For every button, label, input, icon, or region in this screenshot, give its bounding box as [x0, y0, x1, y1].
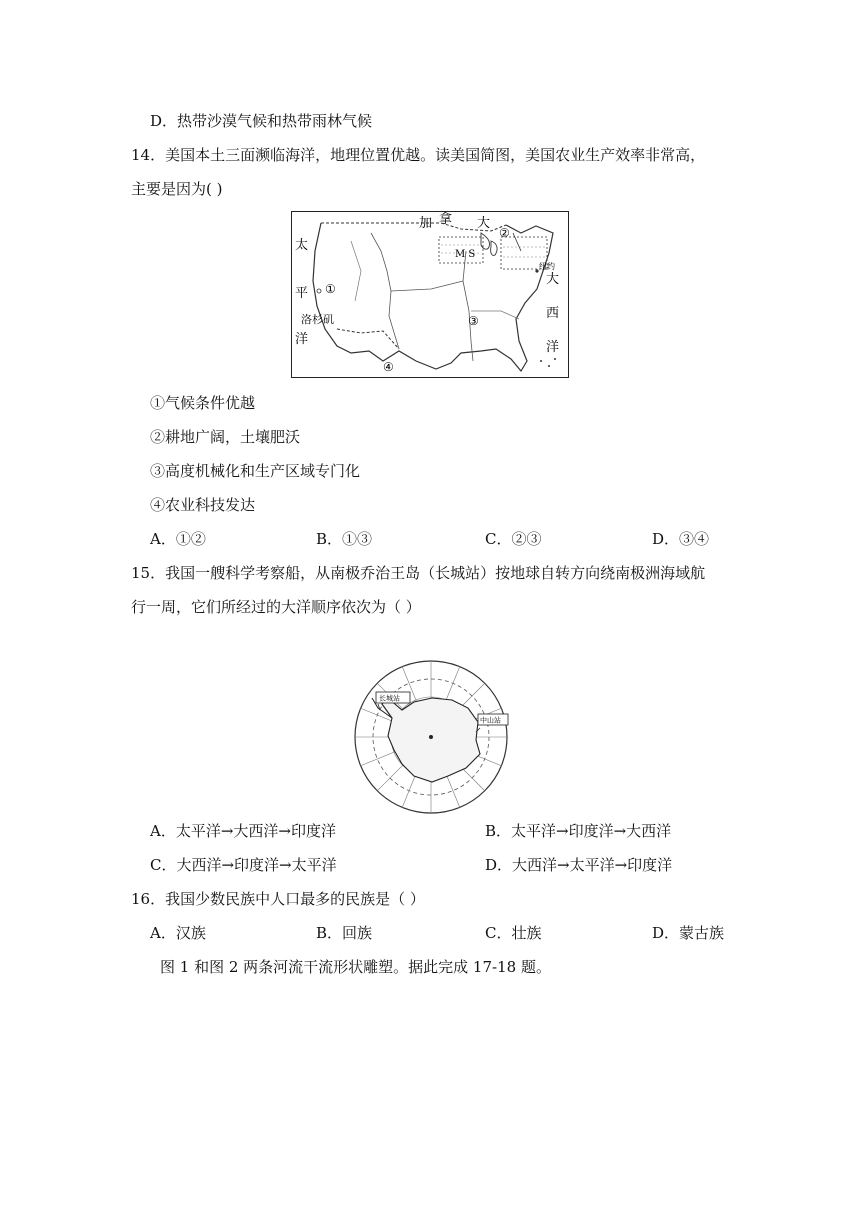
q16-option-d[interactable]: D．蒙古族: [652, 924, 725, 942]
q13-option-d: D．热带沙漠气候和热带雨林气候: [150, 112, 373, 130]
q15-option-b[interactable]: B．太平洋→印度洋→大西洋: [485, 822, 672, 840]
map-mark-1: ①: [325, 282, 336, 296]
q14-option-c[interactable]: C．②③: [485, 530, 542, 548]
map-label-zhongshan-station: 中山站: [480, 716, 501, 725]
q14-option-a[interactable]: A．①②: [150, 530, 206, 548]
q15-option-a[interactable]: A．太平洋→大西洋→印度洋: [150, 822, 336, 840]
map-label-canada-1: 加: [419, 216, 433, 231]
q14-statement-1: ①气候条件优越: [150, 394, 256, 412]
map-mark-4: ④: [383, 360, 394, 374]
q14-statement-4: ④农业科技发达: [150, 496, 256, 514]
map-label-great-wall-station: 长城站: [379, 694, 400, 703]
q14-statement-2: ②耕地广阔，土壤肥沃: [150, 428, 301, 446]
q15-option-d[interactable]: D．大西洋→太平洋→印度洋: [485, 856, 673, 874]
q14-option-b[interactable]: B．①③: [316, 530, 373, 548]
usa-map: [291, 211, 569, 378]
q14-stem-line1: 14．美国本土三面濒临海洋，地理位置优越。读美国简图，美国农业生产效率非常高，: [131, 146, 706, 164]
q15-option-c[interactable]: C．大西洋→印度洋→太平洋: [150, 856, 337, 874]
map-label-atlantic-2: 西: [546, 306, 560, 321]
map-label-los-angeles: 洛杉矶: [301, 313, 334, 326]
q15-stem-line1: 15．我国一艘科学考察船，从南极乔治王岛（长城站）按地球自转方向绕南极洲海域航: [131, 564, 706, 582]
map-label-canada-3: 大: [477, 216, 491, 231]
q15-stem-line2: 行一周，它们所经过的大洋顺序依次为（ ）: [131, 598, 421, 616]
map-label-pacific-3: 洋: [295, 332, 309, 347]
map-mark-3: ③: [468, 314, 479, 328]
q16-stem: 16．我国少数民族中人口最多的民族是（ ）: [131, 890, 425, 908]
q17-18-intro: 图 1 和图 2 两条河流干流形状雕塑。据此完成 17-18 题。: [160, 958, 551, 976]
q14-statement-3: ③高度机械化和生产区域专门化: [150, 462, 361, 480]
q14-option-d[interactable]: D．③④: [652, 530, 710, 548]
q14-stem-line2: 主要是因为( ): [131, 180, 223, 198]
q16-option-c[interactable]: C．壮族: [485, 924, 542, 942]
q16-option-b[interactable]: B．回族: [316, 924, 373, 942]
map-label-ms: M S: [455, 249, 476, 260]
map-label-atlantic-3: 洋: [546, 340, 560, 355]
q16-option-a[interactable]: A．汉族: [150, 924, 206, 942]
antarctica-map: [352, 658, 510, 816]
map-label-new-york: 纽约: [539, 262, 555, 271]
map-mark-2: ②: [499, 226, 510, 240]
map-label-pacific-2: 平: [295, 286, 309, 301]
map-label-canada-2: 拿: [439, 212, 453, 227]
map-label-atlantic-1: 大: [546, 272, 560, 287]
map-label-pacific-1: 太: [295, 238, 309, 253]
